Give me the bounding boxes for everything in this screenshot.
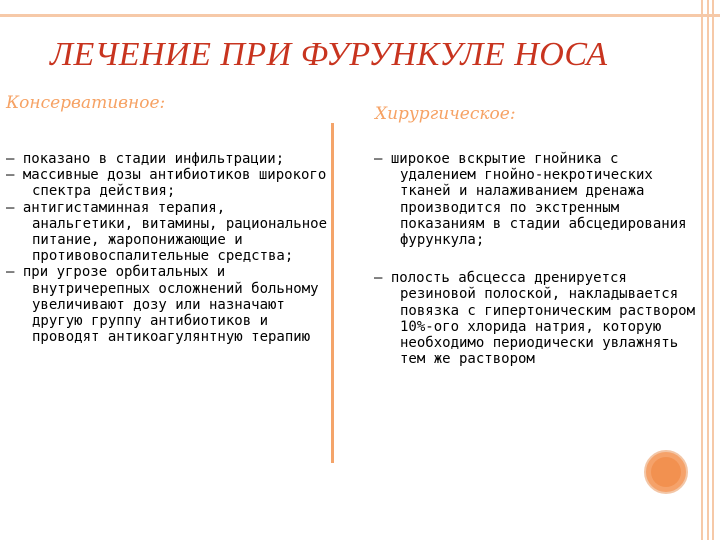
frame-right-line-2 bbox=[707, 0, 709, 540]
frame-right-line-1 bbox=[701, 0, 703, 540]
conservative-item: — показано в стадии инфильтрации; bbox=[6, 151, 285, 167]
slide-title: ЛЕЧЕНИЕ ПРИ ФУРУНКУЛЕ НОСА bbox=[50, 36, 608, 73]
conservative-item: — при угрозе орбитальных и внутричерепных осложнений больному увеличивают дозу или назначают другую группу антибиотиков и проводят антикоагулянтную терапию bbox=[6, 264, 319, 346]
frame-right-line-3 bbox=[712, 0, 714, 540]
column-divider bbox=[331, 123, 334, 463]
conservative-item: — массивные дозы антибиотиков широкого спектра действия; bbox=[6, 167, 327, 200]
surgical-heading: Хирургическое: bbox=[375, 104, 516, 124]
surgical-item: — полость абсцесса дренируется резиновой полоской, накладывается повязка с гипертоническим раствором 10%-ого хлорида натрия, которую необходимо периодически увлажнять тем же раствором bbox=[374, 270, 696, 368]
conservative-heading: Консервативное: bbox=[6, 93, 166, 113]
decorative-circle bbox=[644, 450, 688, 494]
conservative-item: — антигистаминная терапия, анальгетики, витамины, рациональное питание, жаропонижающие и противовоспалительные средства; bbox=[6, 199, 328, 265]
surgical-list bbox=[374, 151, 700, 367]
surgical-item: — широкое вскрытие гнойника с удалением гнойно-некротических тканей и налаживанием дренажа производится по экстренным показаниям в стадии абсцедирования фурункула; bbox=[374, 151, 687, 249]
conservative-list bbox=[6, 151, 328, 345]
frame-top-line bbox=[0, 14, 720, 17]
